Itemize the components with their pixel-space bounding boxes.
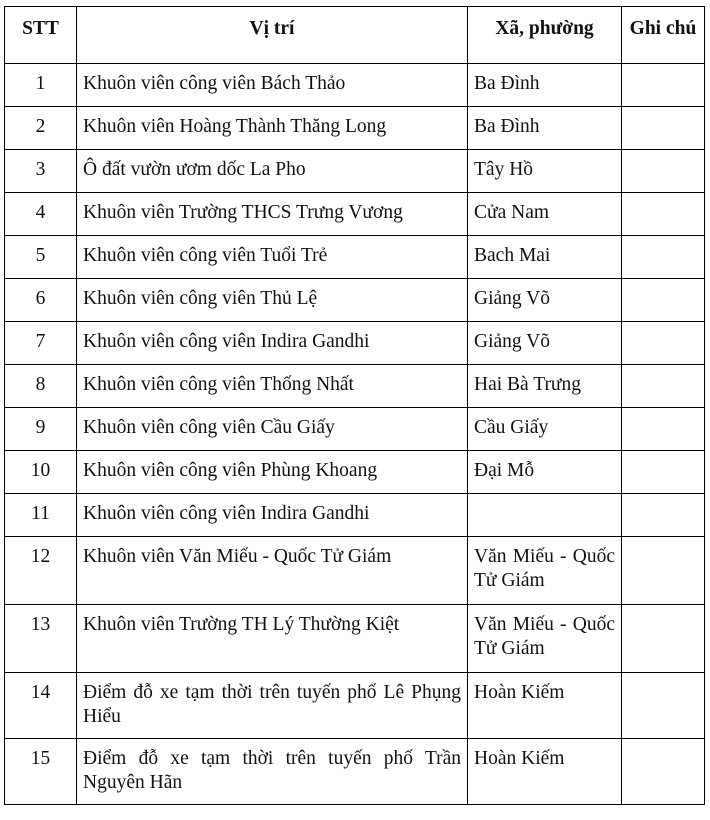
table-row [5, 365, 705, 408]
cell-note [622, 494, 705, 537]
cell-note [622, 64, 705, 107]
cell-ward: Văn Miếu - Quốc Tử Giám [468, 537, 622, 605]
cell-stt: 7 [5, 322, 77, 365]
cell-stt: 6 [5, 279, 77, 322]
cell-note [622, 537, 705, 605]
cell-ward: Hai Bà Trưng [468, 365, 622, 408]
cell-location: Điểm đỗ xe tạm thời trên tuyến phố Trần Nguyên Hãn [77, 739, 468, 805]
cell-note [622, 365, 705, 408]
cell-stt: 1 [5, 64, 77, 107]
cell-stt: 9 [5, 408, 77, 451]
cell-stt: 10 [5, 451, 77, 494]
cell-note [622, 322, 705, 365]
cell-note [622, 150, 705, 193]
cell-ward: Văn Miếu - Quốc Tử Giám [468, 605, 622, 673]
cell-stt: 5 [5, 236, 77, 279]
table-row [5, 451, 705, 494]
cell-ward: Hoàn Kiếm [468, 739, 622, 805]
cell-location: Khuôn viên công viên Phùng Khoang [77, 451, 468, 494]
cell-ward: Cửa Nam [468, 193, 622, 236]
cell-ward: Giảng Võ [468, 279, 622, 322]
header-stt: STT [5, 7, 77, 64]
cell-stt: 2 [5, 107, 77, 150]
cell-stt: 13 [5, 605, 77, 673]
cell-note [622, 451, 705, 494]
cell-note [622, 107, 705, 150]
table-row [5, 408, 705, 451]
cell-location: Ô đất vườn ươm dốc La Pho [77, 150, 468, 193]
cell-ward: Hoàn Kiếm [468, 673, 622, 739]
table-row [5, 150, 705, 193]
cell-ward: Ba Đình [468, 107, 622, 150]
cell-location: Khuôn viên công viên Tuổi Trẻ [77, 236, 468, 279]
locations-table [4, 6, 705, 805]
cell-stt: 8 [5, 365, 77, 408]
table-row [5, 64, 705, 107]
cell-ward: Cầu Giấy [468, 408, 622, 451]
header-note: Ghi chú [622, 7, 705, 64]
cell-location: Khuôn viên công viên Thủ Lệ [77, 279, 468, 322]
cell-location: Điểm đỗ xe tạm thời trên tuyến phố Lê Phụng Hiểu [77, 673, 468, 739]
table-row [5, 739, 705, 805]
cell-note [622, 193, 705, 236]
cell-note [622, 236, 705, 279]
cell-stt: 15 [5, 739, 77, 805]
table-row [5, 673, 705, 739]
cell-ward: Tây Hồ [468, 150, 622, 193]
table-row [5, 236, 705, 279]
table-row [5, 279, 705, 322]
cell-location: Khuôn viên Trường THCS Trưng Vương [77, 193, 468, 236]
header-ward: Xã, phường [468, 7, 622, 64]
cell-ward: Đại Mỗ [468, 451, 622, 494]
header-location: Vị trí [77, 7, 468, 64]
document-page [4, 6, 705, 805]
table-row [5, 322, 705, 365]
cell-note [622, 279, 705, 322]
cell-location: Khuôn viên công viên Indira Gandhi [77, 494, 468, 537]
cell-stt: 11 [5, 494, 77, 537]
table-row [5, 537, 705, 605]
cell-note [622, 605, 705, 673]
cell-location: Khuôn viên Hoàng Thành Thăng Long [77, 107, 468, 150]
table-row [5, 494, 705, 537]
cell-location: Khuôn viên công viên Bách Thảo [77, 64, 468, 107]
cell-location: Khuôn viên công viên Cầu Giấy [77, 408, 468, 451]
cell-note [622, 408, 705, 451]
cell-ward: Ba Đình [468, 64, 622, 107]
cell-location: Khuôn viên công viên Thống Nhất [77, 365, 468, 408]
cell-location: Khuôn viên Trường TH Lý Thường Kiệt [77, 605, 468, 673]
cell-ward: Bach Mai [468, 236, 622, 279]
cell-ward [468, 494, 622, 537]
cell-location: Khuôn viên công viên Indira Gandhi [77, 322, 468, 365]
cell-stt: 12 [5, 537, 77, 605]
table-header-row [5, 7, 705, 64]
table-row [5, 193, 705, 236]
cell-ward: Giảng Võ [468, 322, 622, 365]
cell-stt: 14 [5, 673, 77, 739]
cell-note [622, 739, 705, 805]
cell-stt: 3 [5, 150, 77, 193]
cell-stt: 4 [5, 193, 77, 236]
cell-note [622, 673, 705, 739]
cell-location: Khuôn viên Văn Miếu - Quốc Tử Giám [77, 537, 468, 605]
table-row [5, 605, 705, 673]
table-row [5, 107, 705, 150]
